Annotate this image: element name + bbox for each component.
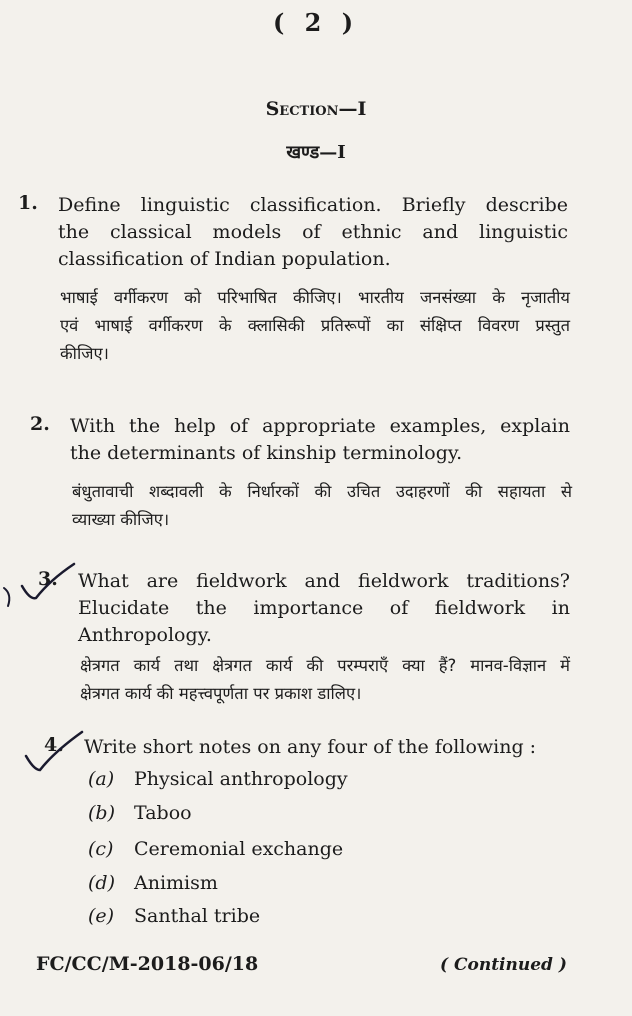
option-label: (d)	[88, 872, 115, 894]
question-3-number: 3.	[38, 568, 58, 590]
question-4-number: 4.	[44, 734, 64, 756]
question-3-english	[78, 568, 570, 649]
question-1-en-line: Define linguistic classification. Briefly describe	[58, 194, 568, 216]
option-text: Animism	[134, 872, 218, 894]
handwritten-tick-icon	[0, 560, 80, 610]
page-number: ( 2 )	[272, 8, 360, 37]
option-d	[88, 872, 218, 894]
question-1-hi-line: भाषाई वर्गीकरण को परिभाषित कीजिए। भारतीय जनसंख्या के नृजातीय	[60, 288, 570, 307]
question-1-en-line: classification of Indian population.	[58, 248, 391, 270]
option-e	[88, 905, 260, 927]
question-1-number: 1.	[18, 192, 38, 214]
option-label: (b)	[88, 802, 115, 824]
question-3-hi-line: क्षेत्रगत कार्य की महत्त्वपूर्णता पर प्रकाश डालिए।	[80, 684, 362, 703]
question-4-english	[84, 734, 574, 761]
question-2-number: 2.	[30, 413, 50, 435]
option-a	[88, 768, 348, 790]
option-label: (c)	[88, 838, 114, 860]
section-title-english: Section—I	[265, 98, 367, 120]
question-3-en-line: Anthropology.	[78, 624, 212, 646]
question-2-english	[70, 413, 570, 467]
question-3-hindi	[80, 652, 570, 708]
option-label: (a)	[88, 768, 115, 790]
paper-code: FC/CC/M-2018-06/18	[36, 953, 259, 975]
question-2-hindi	[72, 478, 572, 534]
option-text: Physical anthropology	[134, 768, 348, 790]
question-4-en-line: Write short notes on any four of the following :	[84, 736, 537, 758]
question-2-hi-line: व्याख्या कीजिए।	[72, 510, 170, 529]
question-3-en-line: Elucidate the importance of fieldwork in	[78, 597, 570, 619]
option-text: Santhal tribe	[134, 905, 261, 927]
option-c	[88, 838, 343, 860]
question-1-hi-line: कीजिए।	[60, 344, 109, 363]
question-2-en-line: With the help of appropriate examples, explain	[70, 415, 570, 437]
option-label: (e)	[88, 905, 115, 927]
question-1-hi-line: एवं भाषाई वर्गीकरण के क्लासिकी प्रतिरूपों का संक्षिप्त विवरण प्रस्तुत	[60, 316, 570, 335]
section-title-hindi: खण्ड—I	[286, 142, 346, 163]
question-2-en-line: the determinants of kinship terminology.	[70, 442, 463, 464]
handwritten-tick-icon	[20, 726, 90, 776]
option-text: Ceremonial exchange	[134, 838, 344, 860]
question-3-hi-line: क्षेत्रगत कार्य तथा क्षेत्रगत कार्य की परम्पराएँ क्या हैं? मानव-विज्ञान में	[80, 656, 570, 675]
option-text: Taboo	[134, 802, 192, 824]
question-2-hi-line: बंधुतावाची शब्दावली के निर्धारकों की उचित उदाहरणों की सहायता से	[72, 482, 572, 501]
question-1-english	[58, 192, 568, 273]
question-1-hindi	[60, 284, 570, 368]
option-b	[88, 802, 192, 824]
continued-label: ( Continued )	[440, 955, 567, 975]
question-3-en-line: What are fieldwork and fieldwork traditions?	[78, 570, 570, 592]
question-1-en-line: the classical models of ethnic and linguistic	[58, 221, 568, 243]
